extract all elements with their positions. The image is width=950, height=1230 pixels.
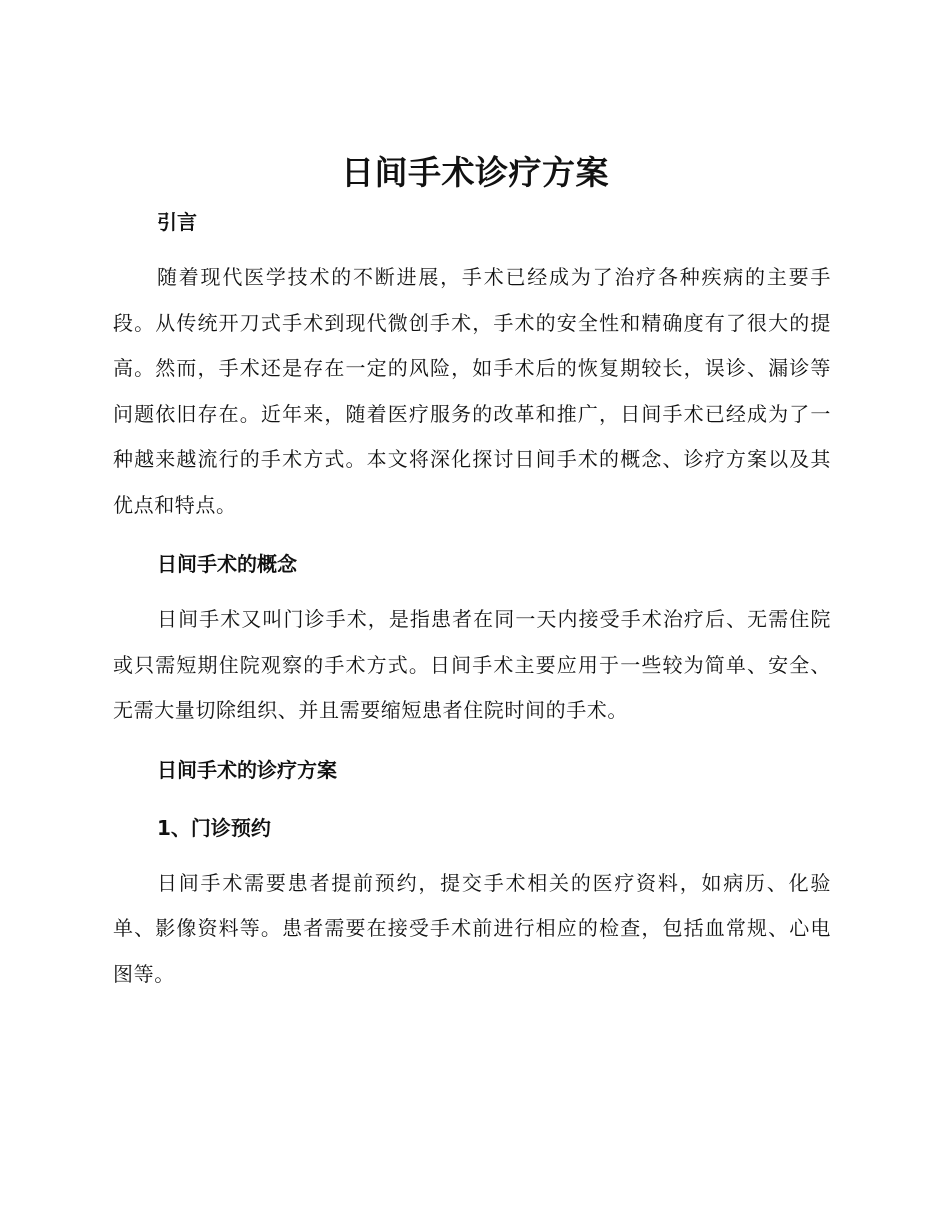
subsection-heading-appointment: 1、门诊预约 [157,815,271,840]
document-body [113,200,831,997]
paragraph-intro: 随着现代医学技术的不断进展，手术已经成为了治疗各种疾病的主要手段。从传统开刀式手术到现代微创手术，手术的安全性和精确度有了很大的提高。然而，手术还是存在一定的风险，如手术后的恢复期较长，误诊、漏诊等问题依旧存在。近年来，随着医疗服务的改革和推广，日间手术已经成为了一种越来越流行的手术方式。本文将深化探讨日间手术的概念、诊疗方案以及其优点和特点。 [113,265,831,517]
document-title: 日间手术诊疗方案 [341,153,609,192]
section-heading-intro: 引言 [157,210,197,234]
paragraph-concept: 日间手术又叫门诊手术，是指患者在同一天内接受手术治疗后、无需住院或只需短期住院观察的手术方式。日间手术主要应用于一些较为简单、安全、无需大量切除组织、并且需要缩短患者住院时间的手术。 [113,607,831,722]
section-heading-concept: 日间手术的概念 [157,552,297,576]
section-heading-plan: 日间手术的诊疗方案 [157,757,337,782]
paragraph-appointment: 日间手术需要患者提前预约，提交手术相关的医疗资料，如病历、化验单、影像资料等。患者需要在接受手术前进行相应的检查，包括血常规、心电图等。 [113,870,831,986]
